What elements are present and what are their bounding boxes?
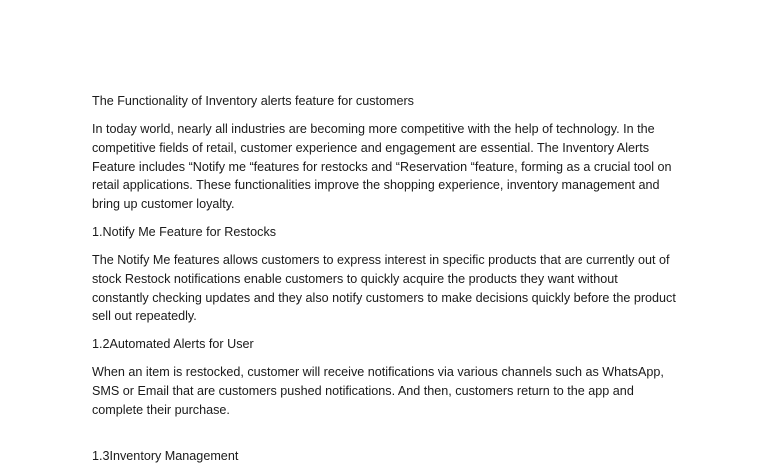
automated-alerts-line: When an item is restocked, customer will receive notifications via various channels such as WhatsApp, xyxy=(92,365,664,380)
intro-line: competitive fields of retail, customer experience and engagement are essential. The Inventory Alerts xyxy=(92,140,649,155)
section-heading-notify-me: 1.Notify Me Feature for Restocks xyxy=(92,224,277,239)
document-page xyxy=(92,92,702,429)
notify-me-line: sell out repeatedly. xyxy=(92,309,197,324)
automated-alerts-line: SMS or Email that are customers pushed notifications. And then, customers return to the app and xyxy=(92,383,634,398)
intro-line: bring up customer loyalty. xyxy=(92,197,235,212)
section-heading-inventory-management: 1.3Inventory Management xyxy=(92,448,239,463)
section-heading-automated-alerts: 1.2Automated Alerts for User xyxy=(92,337,254,352)
notify-me-line: stock Restock notifications enable customers to quickly acquire the products they want without xyxy=(92,271,618,286)
notify-me-line: The Notify Me features allows customers to express interest in specific products that are currently out of xyxy=(92,252,670,267)
document-title: The Functionality of Inventory alerts feature for customers xyxy=(92,94,414,108)
automated-alerts-paragraph xyxy=(92,363,702,419)
intro-line: Feature includes “Notify me “features for restocks and “Reservation “feature, forming as a crucial tool on xyxy=(92,159,672,174)
intro-line: retail applications. These functionalities improve the shopping experience, inventory management and xyxy=(92,178,660,193)
notify-me-line: constantly checking updates and they also notify customers to make decisions quickly before the product xyxy=(92,290,676,305)
notify-me-paragraph xyxy=(92,251,702,326)
intro-paragraph xyxy=(92,120,702,214)
automated-alerts-line: complete their purchase. xyxy=(92,402,230,417)
intro-line: In today world, nearly all industries are becoming more competitive with the help of technology. In the xyxy=(92,122,655,136)
